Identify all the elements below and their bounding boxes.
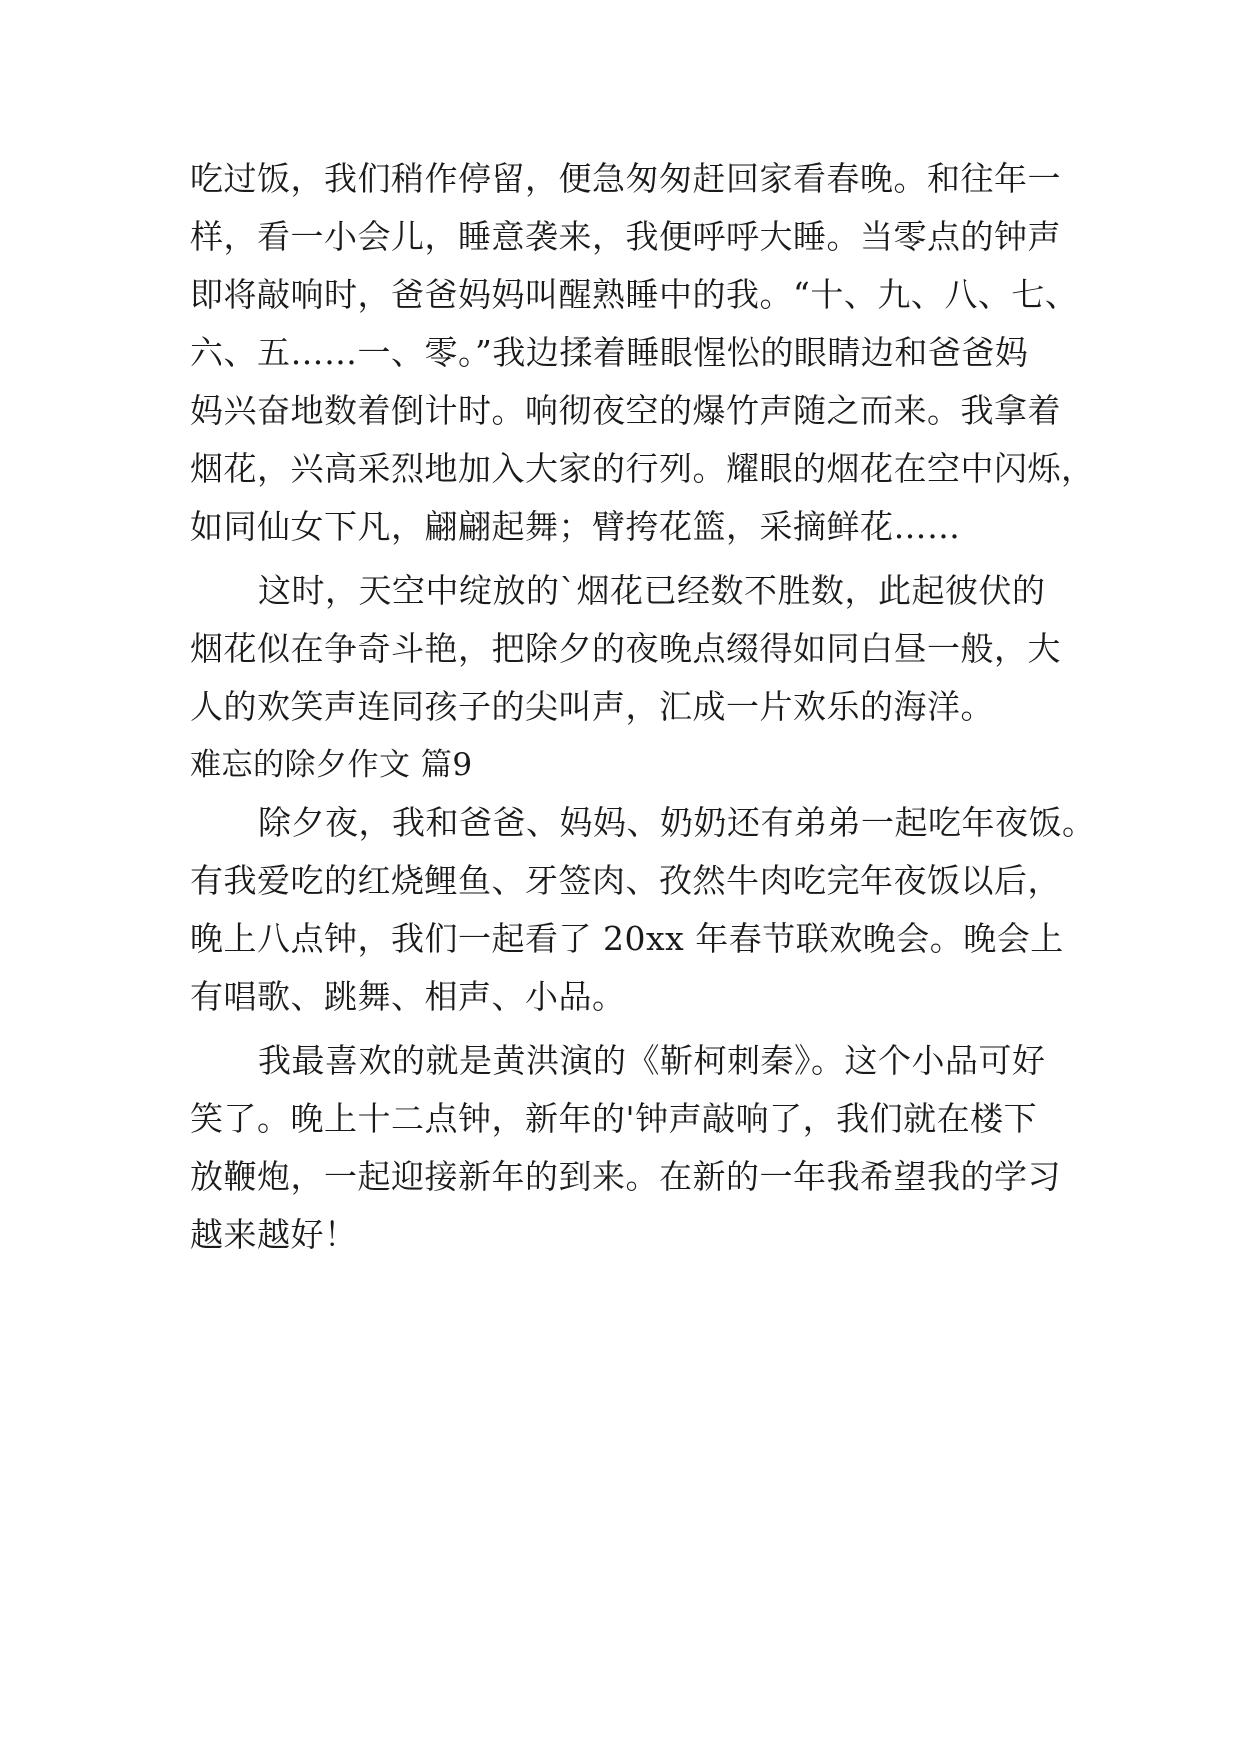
section-paragraph-2-line-4: 越来越好！	[190, 1215, 358, 1254]
section-paragraph-1-line-3: 晚上八点钟，我们一起看了 20xx 年春节联欢晚会。晚会上	[190, 919, 1064, 958]
section-paragraph-2-line-2: 笑了。晚上十二点钟，新年的'钟声敲响了，我们就在楼下	[190, 1099, 1038, 1138]
paragraph-2-line-3: 人的欢笑声连同孩子的尖叫声，汇成一片欢乐的海洋。	[190, 687, 994, 726]
section-paragraph-1-line-2: 有我爱吃的红烧鲤鱼、牙签肉、孜然牛肉吃完年夜饭以后，	[190, 861, 1061, 900]
paragraph-1-line-6: 烟花，兴高采烈地加入大家的行列。耀眼的烟花在空中闪烁，	[190, 449, 1095, 488]
paragraph-1-line-4: 六、五……一、零。”我边揉着睡眼惺忪的眼睛边和爸爸妈	[190, 333, 1029, 372]
section-paragraph-2-line-1: 我最喜欢的就是黄洪演的《靳柯刺秦》。这个小品可好	[258, 1041, 1046, 1080]
section-paragraph-1-line-1: 除夕夜，我和爸爸、妈妈、奶奶还有弟弟一起吃年夜饭。	[258, 803, 1096, 842]
section-heading: 难忘的除夕作文 篇9	[190, 747, 473, 783]
section-paragraph-2-line-3: 放鞭炮，一起迎接新年的到来。在新的一年我希望我的学习	[190, 1157, 1061, 1196]
paragraph-1-line-7: 如同仙女下凡，翩翩起舞；臂挎花篮，采摘鲜花……	[190, 507, 961, 546]
section-paragraph-1-line-4: 有唱歌、跳舞、相声、小品。	[190, 977, 626, 1016]
paragraph-2-line-2: 烟花似在争奇斗艳，把除夕的夜晚点缀得如同白昼一般，大	[190, 629, 1061, 668]
paragraph-1-line-3: 即将敲响时，爸爸妈妈叫醒熟睡中的我。“十、九、八、七、	[190, 275, 1079, 314]
paragraph-1-line-2: 样，看一小会儿，睡意袭来，我便呼呼大睡。当零点的钟声	[190, 217, 1061, 256]
paragraph-1-line-1: 吃过饭，我们稍作停留，便急匆匆赶回家看春晚。和往年一	[190, 159, 1061, 198]
paragraph-2-line-1: 这时，天空中绽放的`烟花已经数不胜数，此起彼伏的	[258, 571, 1046, 610]
paragraph-1-line-5: 妈兴奋地数着倒计时。响彻夜空的爆竹声随之而来。我拿着	[190, 391, 1061, 430]
